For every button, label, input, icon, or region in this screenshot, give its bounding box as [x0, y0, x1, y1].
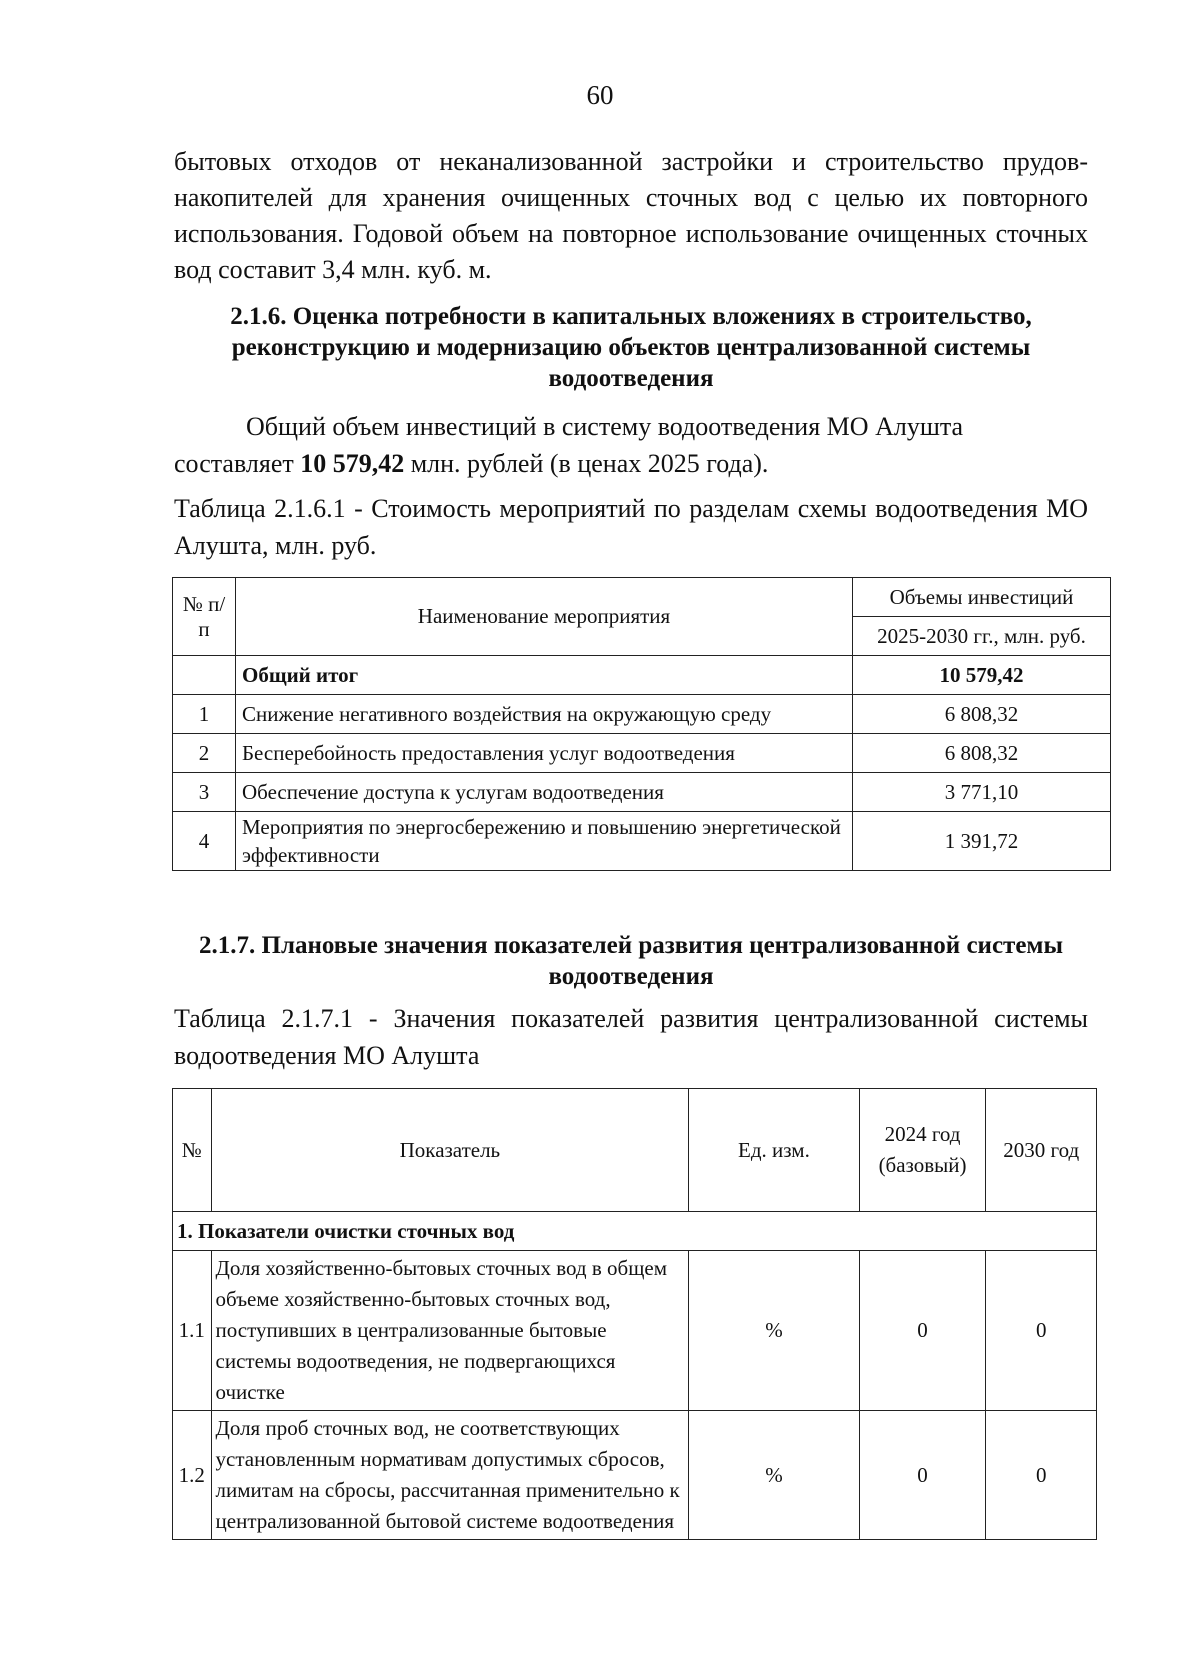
total-value: 10 579,42	[853, 656, 1111, 695]
row-unit: %	[689, 1251, 859, 1411]
row-indicator: Доля проб сточных вод, не соответствующих установленным нормативам допустимых сбросов, лимитам на сбросы, рассчитанная применительно к централизованной бытовой системе водоотведения	[211, 1411, 689, 1540]
table-row	[173, 1251, 1097, 1411]
row-unit: %	[689, 1411, 859, 1540]
col-unit-header: Ед. изм.	[689, 1089, 859, 1212]
row-value: 3 771,10	[853, 773, 1111, 812]
row-name: Снижение негативного воздействия на окружающую среду	[236, 695, 853, 734]
investment-amount: 10 579,42	[300, 449, 405, 478]
row-num: 4	[173, 812, 236, 871]
row-name: Бесперебойность предоставления услуг водоотведения	[236, 734, 853, 773]
table-row	[173, 812, 1111, 871]
total-label: Общий итог	[236, 656, 853, 695]
row-name: Мероприятия по энергосбережению и повышению энергетической эффективности	[236, 812, 853, 871]
row-value: 1 391,72	[853, 812, 1111, 871]
row-num: 2	[173, 734, 236, 773]
row-year1: 0	[859, 1251, 986, 1411]
row-year1: 0	[859, 1411, 986, 1540]
row-num: 1	[173, 695, 236, 734]
row-num: 3	[173, 773, 236, 812]
row-year2: 0	[986, 1251, 1097, 1411]
table-row	[173, 773, 1111, 812]
row-value: 6 808,32	[853, 734, 1111, 773]
investment-paragraph-prefix: составляет	[174, 449, 301, 478]
total-row	[173, 656, 1111, 695]
table-row	[173, 734, 1111, 773]
table-2171-caption: Таблица 2.1.7.1 - Значения показателей развития централизованной системы водоотведения МО Алушта	[174, 1004, 1088, 1070]
col-year2-header: 2030 год	[986, 1089, 1097, 1212]
investment-paragraph-line1: Общий объем инвестиций в систему водоотведения МО Алушта	[246, 412, 964, 441]
col-year1-header: 2024 год (базовый)	[859, 1089, 986, 1212]
col-period-header: 2025-2030 гг., млн. руб.	[853, 617, 1111, 656]
row-num: 1.2	[173, 1411, 212, 1540]
investment-table	[172, 577, 1111, 871]
row-name: Обеспечение доступа к услугам водоотведения	[236, 773, 853, 812]
indicators-table	[172, 1088, 1097, 1540]
section-title-row: 1. Показатели очистки сточных вод	[173, 1212, 1097, 1251]
row-indicator: Доля хозяйственно-бытовых сточных вод в общем объеме хозяйственно-бытовых сточных вод, поступивших в централизованные бытовые системы водоотведения, не подвергающихся очистке	[211, 1251, 689, 1411]
section-217-heading: 2.1.7. Плановые значения показателей развития централизованной системы водоотведения	[199, 932, 1063, 990]
row-year2: 0	[986, 1411, 1097, 1540]
col-num-header: №	[173, 1089, 212, 1212]
col-num-header: № п/п	[173, 578, 236, 656]
page-number: 60	[586, 80, 614, 110]
section-216-heading: 2.1.6. Оценка потребности в капитальных вложениях в строительство, реконструкцию и модернизацию объектов централизованной системы водоотведения	[230, 303, 1032, 392]
investment-paragraph-suffix: млн. рублей (в ценах 2025 года).	[404, 449, 769, 478]
row-num: 1.1	[173, 1251, 212, 1411]
table-2161-caption: Таблица 2.1.6.1 - Стоимость мероприятий по разделам схемы водоотведения МО Алушта, млн. руб.	[174, 494, 1088, 560]
investment-paragraph	[174, 408, 1088, 482]
col-group-header: Объемы инвестиций	[853, 578, 1111, 617]
col-name-header: Наименование мероприятия	[236, 578, 853, 656]
intro-paragraph: бытовых отходов от неканализованной застройки и строительство прудов-накопителей для хранения очищенных сточных вод с целью их повторного использования. Годовой объем на повторное использование очищенных сточных вод составит 3,4 млн. куб. м.	[174, 147, 1088, 284]
row-value: 6 808,32	[853, 695, 1111, 734]
col-indicator-header: Показатель	[211, 1089, 689, 1212]
table-row	[173, 1411, 1097, 1540]
total-num-cell	[173, 656, 236, 695]
table-row	[173, 695, 1111, 734]
